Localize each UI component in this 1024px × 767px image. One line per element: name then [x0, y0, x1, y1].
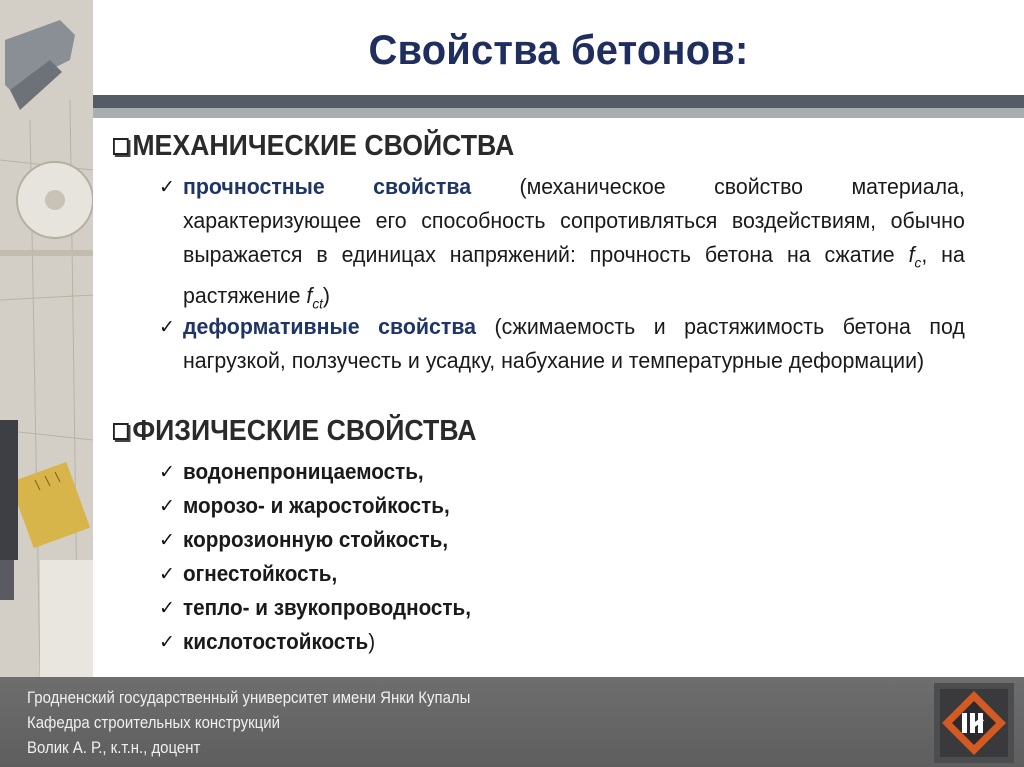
term-strength-properties: прочностные свойства: [183, 174, 472, 199]
checkmark-icon: ✓: [159, 177, 175, 198]
list-item: тепло- и звукопроводность,: [183, 595, 472, 620]
strength-description-middle: , на растяжение: [183, 242, 965, 309]
list-item-strength-properties: [183, 170, 965, 321]
list-item: морозо- и жаростойкость,: [183, 493, 450, 518]
list-item-deformation-properties: [183, 310, 965, 378]
section-heading-physical: [113, 415, 477, 448]
deformation-description: (сжимаемость и растяжимость бетона под нагрузкой, ползучесть и усадку, набухание и температурные деформации): [183, 314, 965, 373]
subscript-c: c: [914, 254, 922, 271]
checkmark-icon: ✓: [159, 632, 175, 653]
strength-description: (механическое свойство материала, характеризующее его способность сопротивляться воздействиям, обычно выражается в единицах напряжений: прочность бетона на сжатие: [183, 174, 965, 267]
list-item: огнестойкость,: [183, 561, 338, 586]
university-logo-icon: [934, 683, 1014, 763]
checkbox-bullet-icon: [113, 138, 129, 155]
list-item: коррозионную стойкость,: [183, 527, 449, 552]
checkmark-icon: ✓: [159, 530, 175, 551]
title-separator-dark: [93, 95, 1024, 108]
checkmark-icon: ✓: [159, 462, 175, 483]
decorative-side-image: [0, 0, 93, 677]
closing-paren: ): [368, 629, 376, 654]
strength-description-end: ): [322, 283, 331, 309]
footer-department: Кафедра строительных конструкций: [27, 713, 280, 732]
list-item: [183, 629, 375, 655]
checkmark-icon: ✓: [159, 317, 175, 338]
section-heading-text: МЕХАНИЧЕСКИЕ СВОЙСТВА: [132, 130, 515, 162]
footer-author: Волик А. Р., к.т.н., доцент: [27, 738, 201, 757]
list-item-text: кислотостойкость: [183, 629, 369, 654]
title-area: [93, 0, 1024, 95]
section-heading-text: ФИЗИЧЕСКИЕ СВОЙСТВА: [132, 415, 477, 447]
subscript-ct: ct: [312, 295, 323, 312]
title-separator-light: [93, 108, 1024, 118]
list-item: водонепроницаемость,: [183, 459, 424, 484]
checkmark-icon: ✓: [159, 496, 175, 517]
symbol-f-compression: f: [908, 242, 915, 267]
footer: [0, 677, 1024, 767]
slide-content: [93, 118, 1024, 677]
symbol-f-tension: f: [306, 283, 313, 309]
term-deformation-properties: деформативные свойства: [183, 314, 477, 339]
checkbox-bullet-icon: [113, 423, 129, 440]
checkmark-icon: ✓: [159, 598, 175, 619]
section-heading-mechanical: [113, 130, 514, 163]
page-title: Свойства бетонов:: [368, 26, 749, 73]
footer-university: Гродненский государственный университет имени Янки Купалы: [27, 688, 471, 707]
checkmark-icon: ✓: [159, 564, 175, 585]
